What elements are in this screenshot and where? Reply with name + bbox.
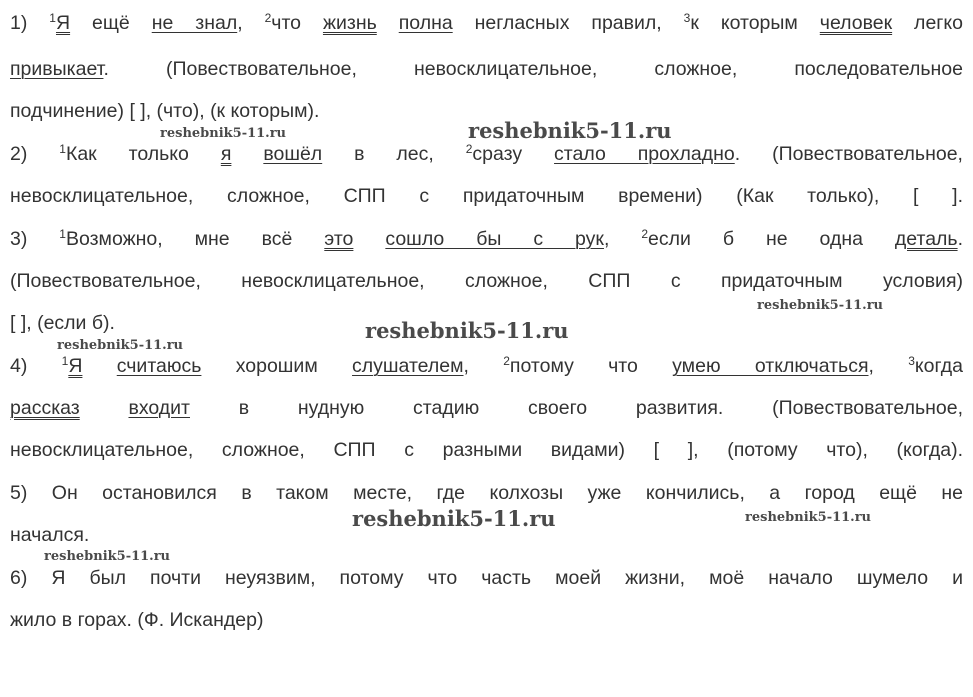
- text-segment: жило в горах. (Ф. Искандер): [10, 609, 264, 631]
- text-segment: невосклицательное, сложное, СПП с придаточным времени) (Как только), [ ].: [10, 185, 963, 207]
- subject-underlined: рассказ: [10, 397, 80, 419]
- subject-underlined: Я: [68, 355, 83, 377]
- text-segment: легко: [892, 12, 963, 34]
- text-segment: (Повествовательное, невосклицательное, сложное, СПП с придаточным условия): [10, 270, 963, 292]
- text-segment: в нудную стадию своего развития. (Повествовательное,: [190, 397, 963, 419]
- text-segment: 4): [10, 355, 62, 377]
- watermark: reshebnik5-11.ru: [352, 506, 556, 531]
- clause-number: 2: [465, 142, 473, 156]
- text-segment: ,: [603, 228, 642, 250]
- text-segment: что: [271, 12, 323, 34]
- clause-number: 2: [641, 227, 649, 241]
- text-segment: когда: [914, 355, 963, 377]
- predicate-underlined: считаюсь: [116, 355, 202, 377]
- watermark: reshebnik5-11.ru: [745, 510, 872, 525]
- subject-underlined: Я: [55, 12, 71, 34]
- sentence-3-line-2: [10, 260, 963, 302]
- predicate-underlined: слушателем: [352, 355, 464, 377]
- clause-number: 1: [59, 227, 66, 241]
- sentence-4-line-3: [10, 429, 963, 471]
- text-segment: [231, 143, 263, 165]
- subject-underlined: это: [324, 228, 354, 250]
- text-segment: [82, 355, 116, 377]
- predicate-underlined: вошёл: [263, 143, 323, 165]
- text-segment: начался.: [10, 524, 90, 546]
- text-segment: 6) Я был почти неуязвим, потому что часть моей жизни, моё начало шумело и: [10, 567, 963, 589]
- text-segment: [80, 397, 129, 419]
- sentence-3-line-1: [10, 218, 963, 260]
- text-segment: Возможно, мне всё: [65, 228, 325, 250]
- text-segment: негласных правил,: [452, 12, 684, 34]
- text-segment: [377, 12, 399, 34]
- predicate-underlined: полна: [398, 12, 453, 34]
- predicate-underlined: входит: [128, 397, 190, 419]
- text-segment: 5) Он остановился в таком месте, где колхозы уже кончились, а город ещё не: [10, 482, 963, 504]
- text-segment: к которым: [690, 12, 820, 34]
- text-segment: . (Повествовательное,: [734, 143, 963, 165]
- text-segment: ,: [868, 355, 909, 377]
- text-segment: ,: [237, 12, 265, 34]
- subject-underlined: деталь: [894, 228, 958, 250]
- clause-number: 1: [49, 11, 56, 25]
- text-segment: Как только: [65, 143, 221, 165]
- text-segment: ,: [463, 355, 504, 377]
- text-segment: 3): [10, 228, 60, 250]
- predicate-underlined: не знал: [151, 12, 238, 34]
- clause-number: 1: [61, 354, 69, 368]
- text-segment: невосклицательное, сложное, СПП с разными видами) [ ], (потому что), (когда).: [10, 439, 963, 461]
- watermark: reshebnik5-11.ru: [468, 118, 672, 143]
- subject-underlined: я: [220, 143, 232, 165]
- text-segment: хорошим: [201, 355, 353, 377]
- sentence-1-line-1: [10, 2, 963, 44]
- watermark: reshebnik5-11.ru: [757, 298, 884, 313]
- text-segment: 2): [10, 143, 60, 165]
- text-segment: [ ], (если б).: [10, 312, 115, 334]
- clause-number: 3: [683, 11, 691, 25]
- watermark: reshebnik5-11.ru: [160, 126, 287, 141]
- text-segment: [353, 228, 385, 250]
- subject-underlined: жизнь: [322, 12, 377, 34]
- predicate-underlined: стало прохладно: [554, 143, 735, 165]
- sentence-6-line-2: [10, 599, 963, 641]
- predicate-underlined: привыкает: [10, 58, 104, 80]
- clause-number: 2: [264, 11, 272, 25]
- text-segment: . (Повествовательное, невосклицательное, сложное, последовательное: [103, 58, 963, 80]
- text-segment: потому что: [509, 355, 673, 377]
- sentence-1-line-2: [10, 48, 963, 90]
- text-segment: подчинение) [ ], (что), (к которым).: [10, 100, 320, 122]
- predicate-underlined: сошло бы с рук: [385, 228, 604, 250]
- sentence-4-line-2: [10, 387, 963, 429]
- clause-number: 1: [59, 142, 66, 156]
- watermark: reshebnik5-11.ru: [57, 338, 184, 353]
- text-segment: сразу: [472, 143, 555, 165]
- text-segment: ещё: [70, 12, 152, 34]
- text-segment: если б не одна: [648, 228, 895, 250]
- text-segment: 1): [10, 12, 50, 34]
- predicate-underlined: умею отключаться: [672, 355, 869, 377]
- watermark: reshebnik5-11.ru: [365, 318, 569, 343]
- clause-number: 3: [908, 354, 915, 368]
- watermark: reshebnik5-11.ru: [44, 549, 171, 564]
- text-segment: в лес,: [322, 143, 466, 165]
- text-segment: .: [957, 228, 963, 250]
- subject-underlined: человек: [819, 12, 893, 34]
- clause-number: 2: [503, 354, 510, 368]
- sentence-2-line-2: [10, 175, 963, 217]
